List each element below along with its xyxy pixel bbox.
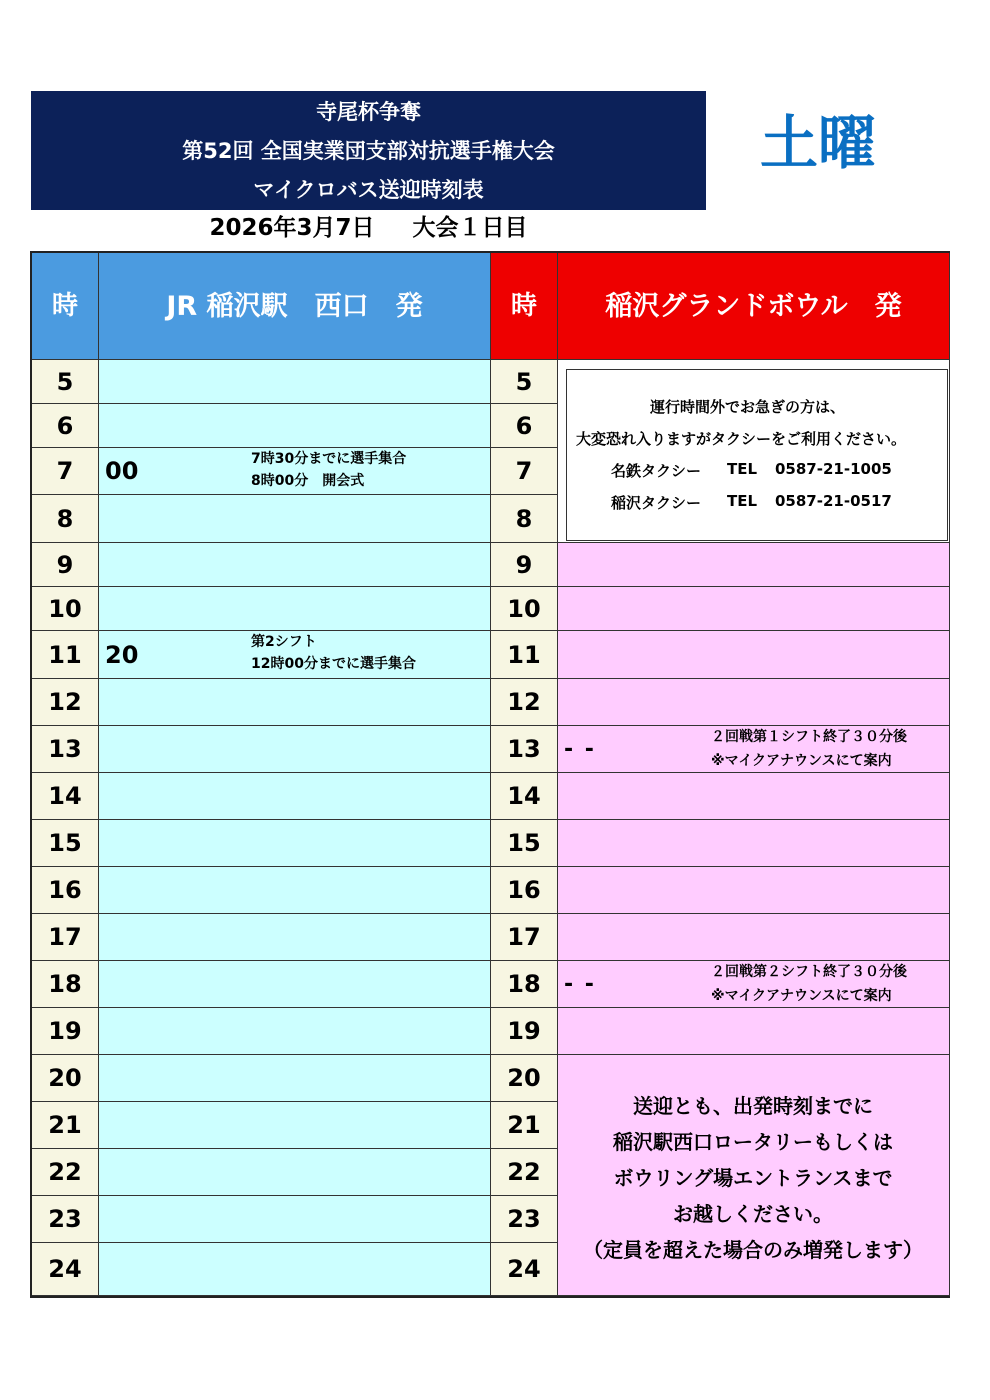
hour-cell-right: 6 — [491, 404, 558, 448]
hour-cell-right: 11 — [491, 631, 558, 679]
departure-time: - - — [564, 737, 596, 762]
left-departure-cell — [99, 448, 491, 495]
hour-cell-left: 8 — [32, 495, 99, 543]
left-departure-cell — [99, 543, 491, 587]
hour-cell-right: 22 — [491, 1149, 558, 1196]
departure-time: 20 — [105, 641, 139, 669]
departure-note: ２回戦第１シフト終了３０分後 — [711, 729, 907, 745]
departure-note: 12時00分までに選手集合 — [251, 656, 416, 672]
left-departure-cell — [99, 820, 491, 867]
left-departure-cell — [99, 1102, 491, 1149]
taxi1-tel-label: TEL — [727, 460, 758, 478]
hour-cell-right: 21 — [491, 1102, 558, 1149]
left-departure-cell — [99, 1149, 491, 1196]
left-departure-cell — [99, 1008, 491, 1055]
left-departure-cell — [99, 1243, 491, 1296]
hour-cell-right: 16 — [491, 867, 558, 914]
hour-cell-right: 5 — [491, 360, 558, 404]
taxi2-name: 稲沢タクシー — [611, 494, 702, 512]
hour-cell-left: 18 — [32, 961, 99, 1008]
hour-cell-left: 14 — [32, 773, 99, 820]
hour-cell-right: 23 — [491, 1196, 558, 1243]
departure-time: 00 — [105, 457, 139, 485]
departure-note: ※マイクアナウンスにて案内 — [711, 988, 892, 1004]
left-departure-cell — [99, 495, 491, 543]
hour-cell-left: 21 — [32, 1102, 99, 1149]
left-departure-cell — [99, 1196, 491, 1243]
hour-cell-right: 24 — [491, 1243, 558, 1296]
right-departure-cell — [558, 867, 950, 914]
departure-note: 8時00分 開会式 — [251, 473, 365, 489]
right-departure-cell — [558, 820, 950, 867]
right-departure-cell — [558, 961, 950, 1008]
right-departure-cell — [558, 543, 950, 587]
hour-cell-left: 9 — [32, 543, 99, 587]
left-departure-cell — [99, 1055, 491, 1102]
hour-cell-left: 6 — [32, 404, 99, 448]
hour-cell-right: 8 — [491, 495, 558, 543]
left-departure-cell — [99, 679, 491, 726]
left-departure-cell — [99, 631, 491, 679]
title-line-3: マイクロバス送迎時刻表 — [253, 178, 484, 202]
right-route-header: 稲沢グランドボウル 発 — [558, 253, 950, 360]
hour-cell-left: 20 — [32, 1055, 99, 1102]
right-hour-header: 時 — [491, 253, 558, 360]
departure-note: ２回戦第２シフト終了３０分後 — [711, 964, 907, 980]
taxi2-tel-label: TEL — [727, 492, 758, 510]
tournament-day: 大会１日目 — [412, 215, 528, 241]
hour-cell-left: 22 — [32, 1149, 99, 1196]
left-departure-cell — [99, 773, 491, 820]
left-hour-header: 時 — [32, 253, 99, 360]
departure-note: 第2シフト — [251, 634, 317, 650]
title-banner — [31, 91, 706, 210]
hour-cell-left: 12 — [32, 679, 99, 726]
left-departure-cell — [99, 360, 491, 404]
hour-cell-left: 24 — [32, 1243, 99, 1296]
hour-cell-right: 12 — [491, 679, 558, 726]
boarding-notice — [557, 1058, 949, 1296]
hour-cell-right: 18 — [491, 961, 558, 1008]
taxi-info-box — [566, 369, 948, 541]
hour-cell-right: 20 — [491, 1055, 558, 1102]
notice-line-2: 稲沢駅西口ロータリーもしくは — [613, 1130, 893, 1154]
hour-cell-left: 17 — [32, 914, 99, 961]
taxi1-name: 名鉄タクシー — [611, 462, 702, 480]
info-line-1: 運行時間外でお急ぎの方は、 — [650, 398, 846, 416]
departure-time: - - — [564, 972, 596, 997]
hour-cell-left: 7 — [32, 448, 99, 495]
left-departure-cell — [99, 914, 491, 961]
left-departure-cell — [99, 587, 491, 631]
hour-cell-right: 19 — [491, 1008, 558, 1055]
notice-line-5: （定員を超えた場合のみ増発します） — [583, 1238, 923, 1262]
right-departure-cell — [558, 914, 950, 961]
left-departure-cell — [99, 867, 491, 914]
left-departure-cell — [99, 961, 491, 1008]
hour-cell-left: 11 — [32, 631, 99, 679]
hour-cell-right: 14 — [491, 773, 558, 820]
right-departure-cell — [558, 773, 950, 820]
hour-cell-left: 19 — [32, 1008, 99, 1055]
hour-cell-right: 9 — [491, 543, 558, 587]
hour-cell-right: 7 — [491, 448, 558, 495]
hour-cell-right: 13 — [491, 726, 558, 773]
right-departure-cell — [558, 726, 950, 773]
departure-note: 7時30分までに選手集合 — [251, 451, 407, 467]
right-departure-cell — [558, 631, 950, 679]
left-departure-cell — [99, 726, 491, 773]
hour-cell-left: 13 — [32, 726, 99, 773]
hour-cell-right: 10 — [491, 587, 558, 631]
right-departure-cell — [558, 679, 950, 726]
taxi2-tel: 0587-21-0517 — [775, 492, 892, 510]
departure-note: ※マイクアナウンスにて案内 — [711, 753, 892, 769]
weekday-label: 土曜 — [760, 109, 877, 177]
hour-cell-left: 23 — [32, 1196, 99, 1243]
left-departure-cell — [99, 404, 491, 448]
hour-cell-left: 15 — [32, 820, 99, 867]
title-line-2: 第52回 全国実業団支部対抗選手権大会 — [182, 139, 555, 163]
right-departure-cell — [558, 587, 950, 631]
right-departure-cell — [558, 1008, 950, 1055]
hour-cell-left: 5 — [32, 360, 99, 404]
hour-cell-right: 15 — [491, 820, 558, 867]
hour-cell-left: 10 — [32, 587, 99, 631]
taxi1-tel: 0587-21-1005 — [775, 460, 892, 478]
event-date: 2026年3月7日 — [209, 215, 375, 241]
hour-cell-left: 16 — [32, 867, 99, 914]
left-route-header: JR 稲沢駅 西口 発 — [99, 253, 491, 360]
notice-line-4: お越しください。 — [673, 1202, 833, 1226]
hour-cell-right: 17 — [491, 914, 558, 961]
notice-line-1: 送迎とも、出発時刻までに — [633, 1094, 873, 1118]
title-line-1: 寺尾杯争奪 — [316, 100, 421, 124]
info-line-2: 大変恐れ入りますがタクシーをご利用ください。 — [576, 430, 907, 448]
date-line — [31, 211, 706, 245]
notice-line-3: ボウリング場エントランスまで — [613, 1166, 893, 1190]
